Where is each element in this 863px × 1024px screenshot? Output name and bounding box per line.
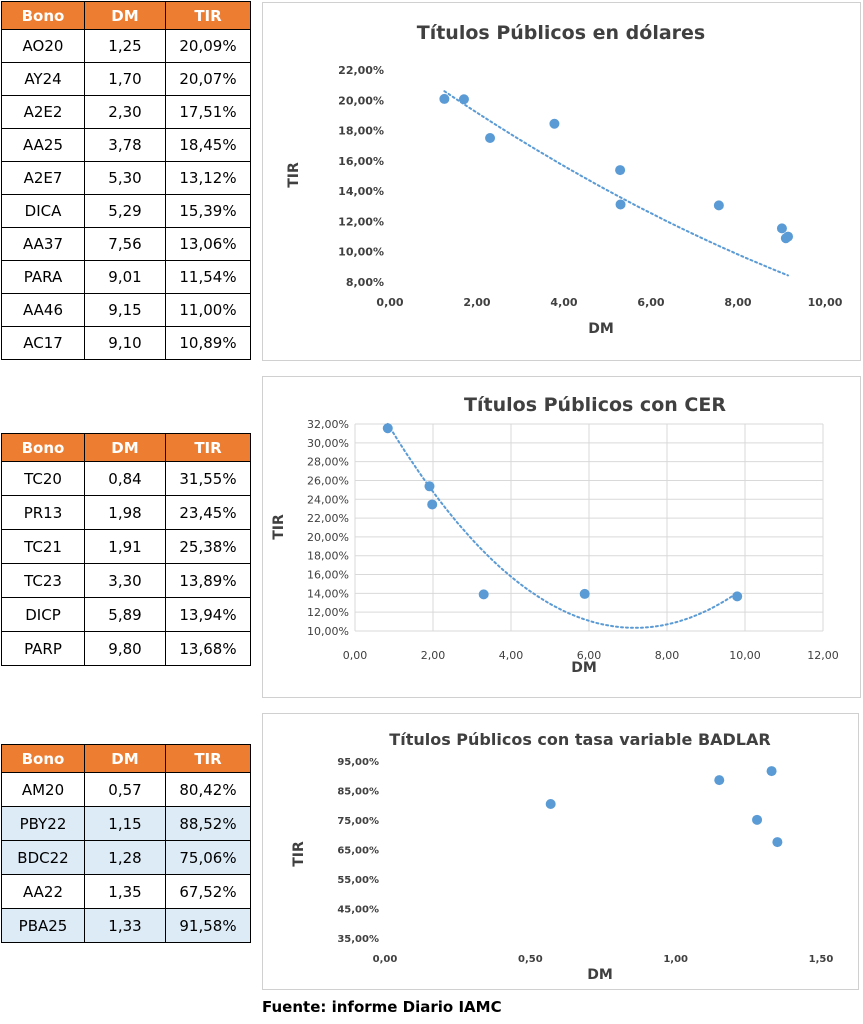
- bono-cell: TC20: [2, 462, 85, 496]
- x-tick-label: 0,00: [376, 296, 404, 309]
- table-row: [2, 129, 251, 162]
- dm-cell: 1,28: [85, 841, 166, 875]
- data-point: [485, 133, 495, 143]
- x-tick-label: 8,00: [724, 296, 752, 309]
- y-tick-label: 24,00%: [307, 493, 349, 507]
- dm-cell: 1,15: [85, 807, 166, 841]
- y-tick-label: 8,00%: [345, 276, 384, 289]
- table-row: [2, 530, 251, 564]
- table-header-row: [2, 745, 251, 773]
- header-bono: Bono: [2, 745, 85, 773]
- table-row: [2, 773, 251, 807]
- table-row: [2, 496, 251, 530]
- tir-cell: 25,38%: [166, 530, 251, 564]
- y-tick-label: 12,00%: [338, 215, 384, 229]
- x-axis-label: DM: [588, 321, 614, 337]
- dm-cell: 5,89: [85, 598, 166, 632]
- tir-cell: 88,52%: [166, 807, 251, 841]
- bono-cell: DICP: [2, 598, 85, 632]
- header-bono: Bono: [2, 2, 85, 30]
- header-dm: DM: [85, 745, 166, 773]
- dm-cell: 1,35: [85, 875, 166, 909]
- dm-cell: 1,25: [85, 30, 166, 63]
- dm-cell: 1,98: [85, 496, 166, 530]
- chart-cer-svg: [263, 377, 860, 697]
- chart-cer: [262, 376, 861, 698]
- table-header-row: [2, 2, 251, 30]
- y-tick-label: 20,00%: [338, 94, 384, 108]
- table-cer: [1, 433, 251, 666]
- x-axis-label: DM: [571, 660, 597, 676]
- chart-badlar-svg: [263, 714, 858, 989]
- y-tick-label: 18,00%: [307, 549, 349, 563]
- tir-cell: 20,07%: [166, 63, 251, 96]
- x-tick-label: 6,00: [637, 296, 665, 309]
- data-point: [479, 589, 489, 599]
- tir-cell: 18,45%: [166, 129, 251, 162]
- dm-cell: 3,30: [85, 564, 166, 598]
- table-row: [2, 195, 251, 228]
- dm-cell: 9,80: [85, 632, 166, 666]
- table-row: [2, 30, 251, 63]
- table-row: [2, 327, 251, 360]
- table-row: [2, 807, 251, 841]
- y-tick-label: 65,00%: [337, 845, 379, 857]
- table-row: [2, 909, 251, 943]
- bono-cell: A2E7: [2, 162, 85, 195]
- tir-cell: 15,39%: [166, 195, 251, 228]
- tir-cell: 67,52%: [166, 875, 251, 909]
- x-tick-label: 8,00: [654, 649, 680, 662]
- bono-cell: AY24: [2, 63, 85, 96]
- tir-cell: 23,45%: [166, 496, 251, 530]
- data-point: [777, 223, 787, 233]
- data-point: [427, 499, 437, 509]
- bono-cell: TC21: [2, 530, 85, 564]
- dm-cell: 5,30: [85, 162, 166, 195]
- dm-cell: 0,57: [85, 773, 166, 807]
- x-tick-label: 10,00: [807, 296, 843, 309]
- data-point: [439, 94, 449, 104]
- x-tick-label: 2,00: [463, 296, 491, 309]
- table-row: [2, 632, 251, 666]
- dm-cell: 3,78: [85, 129, 166, 162]
- dm-cell: 7,56: [85, 228, 166, 261]
- table-row: [2, 96, 251, 129]
- y-tick-label: 18,00%: [338, 124, 384, 138]
- table-row: [2, 598, 251, 632]
- y-tick-label: 26,00%: [307, 474, 349, 488]
- data-point: [732, 591, 742, 601]
- bono-cell: AA46: [2, 294, 85, 327]
- y-tick-label: 14,00%: [307, 587, 349, 601]
- table-row: [2, 162, 251, 195]
- x-tick-label: 1,00: [663, 954, 689, 965]
- chart-title: Títulos Públicos con tasa variable BADLAR: [389, 730, 771, 749]
- y-tick-label: 28,00%: [307, 455, 349, 469]
- y-tick-label: 35,00%: [337, 934, 379, 945]
- y-tick-label: 75,00%: [337, 816, 379, 827]
- y-tick-label: 45,00%: [337, 904, 379, 916]
- table-badlar: [1, 744, 251, 943]
- x-tick-label: 6,00: [576, 649, 602, 662]
- data-point: [772, 837, 782, 847]
- y-tick-label: 10,00%: [338, 245, 384, 259]
- bono-cell: TC23: [2, 564, 85, 598]
- chart-title: Títulos Públicos en dólares: [416, 22, 706, 44]
- dm-cell: 2,30: [85, 96, 166, 129]
- tir-cell: 11,54%: [166, 261, 251, 294]
- data-point: [767, 766, 777, 776]
- table-row: [2, 462, 251, 496]
- table-row: [2, 228, 251, 261]
- y-tick-label: 16,00%: [307, 568, 349, 582]
- bono-cell: AC17: [2, 327, 85, 360]
- data-point: [615, 165, 625, 175]
- tir-cell: 13,94%: [166, 598, 251, 632]
- dm-cell: 1,91: [85, 530, 166, 564]
- tir-cell: 11,00%: [166, 294, 251, 327]
- table-header-row: [2, 434, 251, 462]
- chart-title: Títulos Públicos con CER: [464, 394, 726, 416]
- y-tick-label: 55,00%: [337, 875, 379, 886]
- header-tir: TIR: [166, 434, 251, 462]
- data-point: [546, 799, 556, 809]
- data-point: [616, 199, 626, 209]
- table-row: [2, 261, 251, 294]
- x-tick-label: 12,00: [807, 649, 839, 662]
- data-point: [781, 233, 791, 243]
- bono-cell: AA37: [2, 228, 85, 261]
- data-point: [549, 119, 559, 129]
- x-tick-label: 1,50: [808, 954, 834, 965]
- x-tick-label: 0,00: [342, 649, 368, 662]
- bono-cell: AM20: [2, 773, 85, 807]
- tir-cell: 91,58%: [166, 909, 251, 943]
- data-point: [714, 200, 724, 210]
- y-tick-label: 22,00%: [338, 64, 384, 77]
- header-dm: DM: [85, 434, 166, 462]
- y-tick-label: 30,00%: [307, 436, 349, 450]
- bono-cell: DICA: [2, 195, 85, 228]
- y-tick-label: 85,00%: [337, 786, 379, 798]
- x-tick-label: 0,50: [517, 954, 543, 965]
- header-tir: TIR: [166, 2, 251, 30]
- y-axis-label: TIR: [271, 514, 287, 540]
- trendline: [388, 424, 737, 628]
- x-tick-label: 4,00: [550, 296, 578, 309]
- dm-cell: 1,33: [85, 909, 166, 943]
- header-bono: Bono: [2, 434, 85, 462]
- tir-cell: 31,55%: [166, 462, 251, 496]
- tir-cell: 75,06%: [166, 841, 251, 875]
- y-tick-label: 32,00%: [307, 418, 349, 431]
- tir-cell: 20,09%: [166, 30, 251, 63]
- chart-badlar: [262, 713, 859, 990]
- bono-cell: BDC22: [2, 841, 85, 875]
- x-tick-label: 4,00: [498, 649, 524, 662]
- table-row: [2, 841, 251, 875]
- tir-cell: 13,06%: [166, 228, 251, 261]
- dm-cell: 1,70: [85, 63, 166, 96]
- x-tick-label: 2,00: [420, 649, 446, 662]
- bono-cell: PBA25: [2, 909, 85, 943]
- y-tick-label: 10,00%: [307, 625, 349, 638]
- table-dolares: [1, 1, 251, 360]
- x-axis-label: DM: [587, 967, 613, 983]
- y-axis-label: TIR: [286, 162, 302, 188]
- y-tick-label: 16,00%: [338, 154, 384, 168]
- source-note: Fuente: informe Diario IAMC: [262, 998, 502, 1016]
- dm-cell: 9,10: [85, 327, 166, 360]
- y-tick-label: 12,00%: [307, 606, 349, 620]
- data-point: [752, 815, 762, 825]
- bono-cell: PR13: [2, 496, 85, 530]
- chart-dolares-svg: [263, 3, 860, 360]
- data-point: [580, 589, 590, 599]
- dm-cell: 9,01: [85, 261, 166, 294]
- bono-cell: PBY22: [2, 807, 85, 841]
- bono-cell: PARP: [2, 632, 85, 666]
- data-point: [424, 481, 434, 491]
- tir-cell: 13,68%: [166, 632, 251, 666]
- bono-cell: AA25: [2, 129, 85, 162]
- bono-cell: PARA: [2, 261, 85, 294]
- table-row: [2, 63, 251, 96]
- table-row: [2, 564, 251, 598]
- header-tir: TIR: [166, 745, 251, 773]
- y-tick-label: 95,00%: [337, 757, 379, 768]
- dm-cell: 9,15: [85, 294, 166, 327]
- chart-dolares: [262, 2, 861, 361]
- y-tick-label: 22,00%: [307, 512, 349, 526]
- y-axis-label: TIR: [291, 841, 307, 867]
- tir-cell: 80,42%: [166, 773, 251, 807]
- dm-cell: 0,84: [85, 462, 166, 496]
- bono-cell: AA22: [2, 875, 85, 909]
- tir-cell: 10,89%: [166, 327, 251, 360]
- data-point: [714, 775, 724, 785]
- x-tick-label: 10,00: [729, 649, 761, 662]
- data-point: [383, 423, 393, 433]
- table-row: [2, 875, 251, 909]
- data-point: [459, 94, 469, 104]
- tir-cell: 17,51%: [166, 96, 251, 129]
- y-tick-label: 20,00%: [307, 530, 349, 544]
- header-dm: DM: [85, 2, 166, 30]
- tir-cell: 13,12%: [166, 162, 251, 195]
- trendline: [444, 91, 788, 275]
- dm-cell: 5,29: [85, 195, 166, 228]
- y-tick-label: 14,00%: [338, 185, 384, 199]
- bono-cell: AO20: [2, 30, 85, 63]
- tir-cell: 13,89%: [166, 564, 251, 598]
- x-tick-label: 0,00: [372, 954, 398, 965]
- table-row: [2, 294, 251, 327]
- bono-cell: A2E2: [2, 96, 85, 129]
